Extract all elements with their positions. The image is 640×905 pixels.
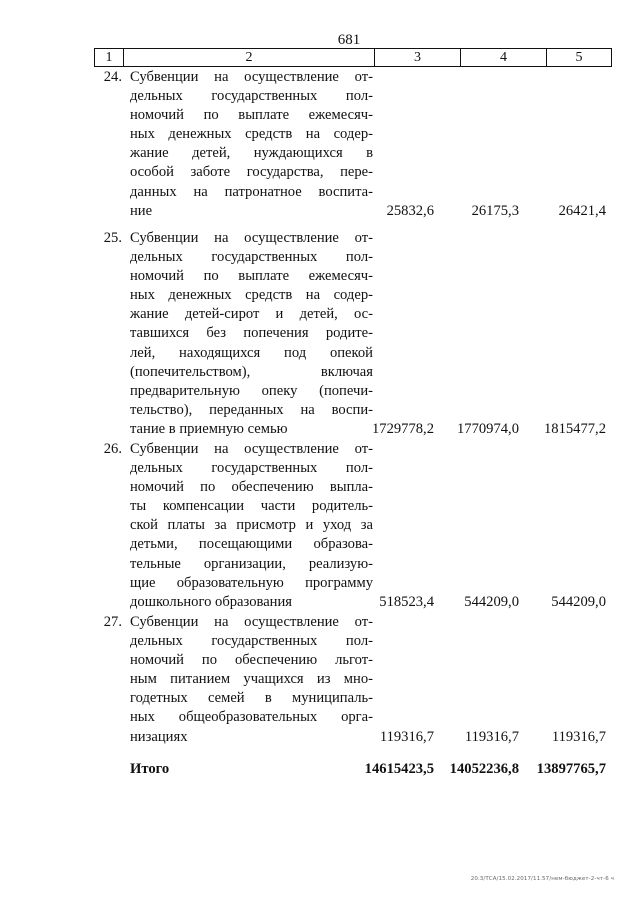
row-description-line: жание детей-сирот и детей, ос- <box>130 306 373 323</box>
row-value-col-5: 26421,4 <box>558 202 606 219</box>
row-description-line: особой заботе государства, пере- <box>130 164 373 181</box>
table-row <box>94 229 612 441</box>
row-number: 24. <box>103 69 122 85</box>
row-value-col-3: 25832,6 <box>386 202 434 219</box>
table-row <box>94 68 612 224</box>
row-description-line: тельство), переданных на воспи- <box>130 401 373 418</box>
total-value-col-5: 13897765,7 <box>536 761 606 777</box>
row-description-line: номочий по выплате ежемесяч- <box>130 268 373 285</box>
row-value-col-5: 1815477,2 <box>543 421 606 437</box>
row-value-col-5: 544209,0 <box>551 593 606 610</box>
row-description-line: ных денежных средств на содер- <box>130 126 373 143</box>
row-description <box>130 440 373 612</box>
row-description-line: Субвенции на осуществление от- <box>130 69 373 85</box>
row-description-line: дельных государственных пол- <box>130 633 373 650</box>
row-value-col-4: 119316,7 <box>464 728 519 745</box>
header-col-3: 3 <box>375 49 461 66</box>
row-value-col-5: 119316,7 <box>551 728 606 745</box>
row-description-line: детьми, посещающими образова- <box>130 536 373 553</box>
row-description-line: тание в приемную семью <box>130 420 288 437</box>
row-value-col-3: 119316,7 <box>379 728 434 745</box>
total-value-col-3: 14615423,5 <box>364 761 434 777</box>
header-col-2: 2 <box>124 49 375 66</box>
header-col-1: 1 <box>95 49 124 66</box>
row-value-col-4: 1770974,0 <box>456 421 519 437</box>
row-description-line: предварительную опеку (попечи- <box>130 382 373 399</box>
row-value-col-4: 544209,0 <box>464 593 519 610</box>
row-description-line: ных денежных средств на содер- <box>130 287 373 304</box>
row-description-line: номочий по обеспечению выпла- <box>130 479 373 496</box>
row-description-line: (попечительством), включая <box>130 363 373 380</box>
row-description-line: годетных семей в муниципаль- <box>130 690 373 707</box>
row-description-line: данных на патронатное воспита- <box>130 183 373 200</box>
row-description-line: номочий по выплате ежемесяч- <box>130 107 373 124</box>
row-description-line: лей, находящихся под опекой <box>130 344 373 361</box>
row-description <box>130 68 373 221</box>
row-description <box>130 613 373 747</box>
total-label: Итого <box>130 761 170 777</box>
row-description-line: номочий по обеспечению льгот- <box>130 652 373 669</box>
row-description <box>130 229 373 439</box>
row-description-line: дельных государственных пол- <box>130 460 373 477</box>
row-description-line: щие образовательную программу <box>130 574 373 591</box>
row-description-line: Субвенции на осуществление от- <box>130 230 373 246</box>
row-description-line: ты компенсации части родитель- <box>130 498 373 515</box>
row-description-line: Субвенции на осуществление от- <box>130 441 373 457</box>
footer-note: 20.3/ТСА/15.02.2017/11.57/нем-бюджет-2-чт-6 ч <box>470 876 614 882</box>
row-description-line: жание детей, нуждающихся в <box>130 145 373 162</box>
row-value-col-4: 26175,3 <box>471 202 519 219</box>
row-description-line: ние <box>130 202 153 219</box>
row-description-line: тельные организации, реализую- <box>130 555 373 572</box>
header-col-4: 4 <box>461 49 547 66</box>
row-description-line: ным питанием учащихся из мно- <box>130 671 373 688</box>
page-number: 681 <box>337 32 361 48</box>
row-description-line: дошкольного образования <box>130 593 293 610</box>
row-description-line: тавшихся без попечения родите- <box>130 325 373 342</box>
row-description-line: дельных государственных пол- <box>130 88 373 105</box>
row-description-line: Субвенции на осуществление от- <box>130 614 373 630</box>
row-description-line: ных общеобразовательных орга- <box>130 709 373 726</box>
table-header-row <box>94 48 612 67</box>
row-value-col-3: 1729778,2 <box>371 421 434 437</box>
row-number: 27. <box>103 614 122 630</box>
row-description-line: ской платы за присмотр и уход за <box>130 517 373 534</box>
total-value-col-4: 14052236,8 <box>449 761 519 777</box>
row-description-line: дельных государственных пол- <box>130 249 373 266</box>
row-number: 25. <box>103 230 122 246</box>
header-col-5: 5 <box>575 50 583 65</box>
row-description-line: низациях <box>130 728 188 745</box>
row-value-col-3: 518523,4 <box>379 593 434 610</box>
table-row <box>94 613 612 749</box>
row-number: 26. <box>103 441 122 457</box>
table-row <box>94 440 612 614</box>
